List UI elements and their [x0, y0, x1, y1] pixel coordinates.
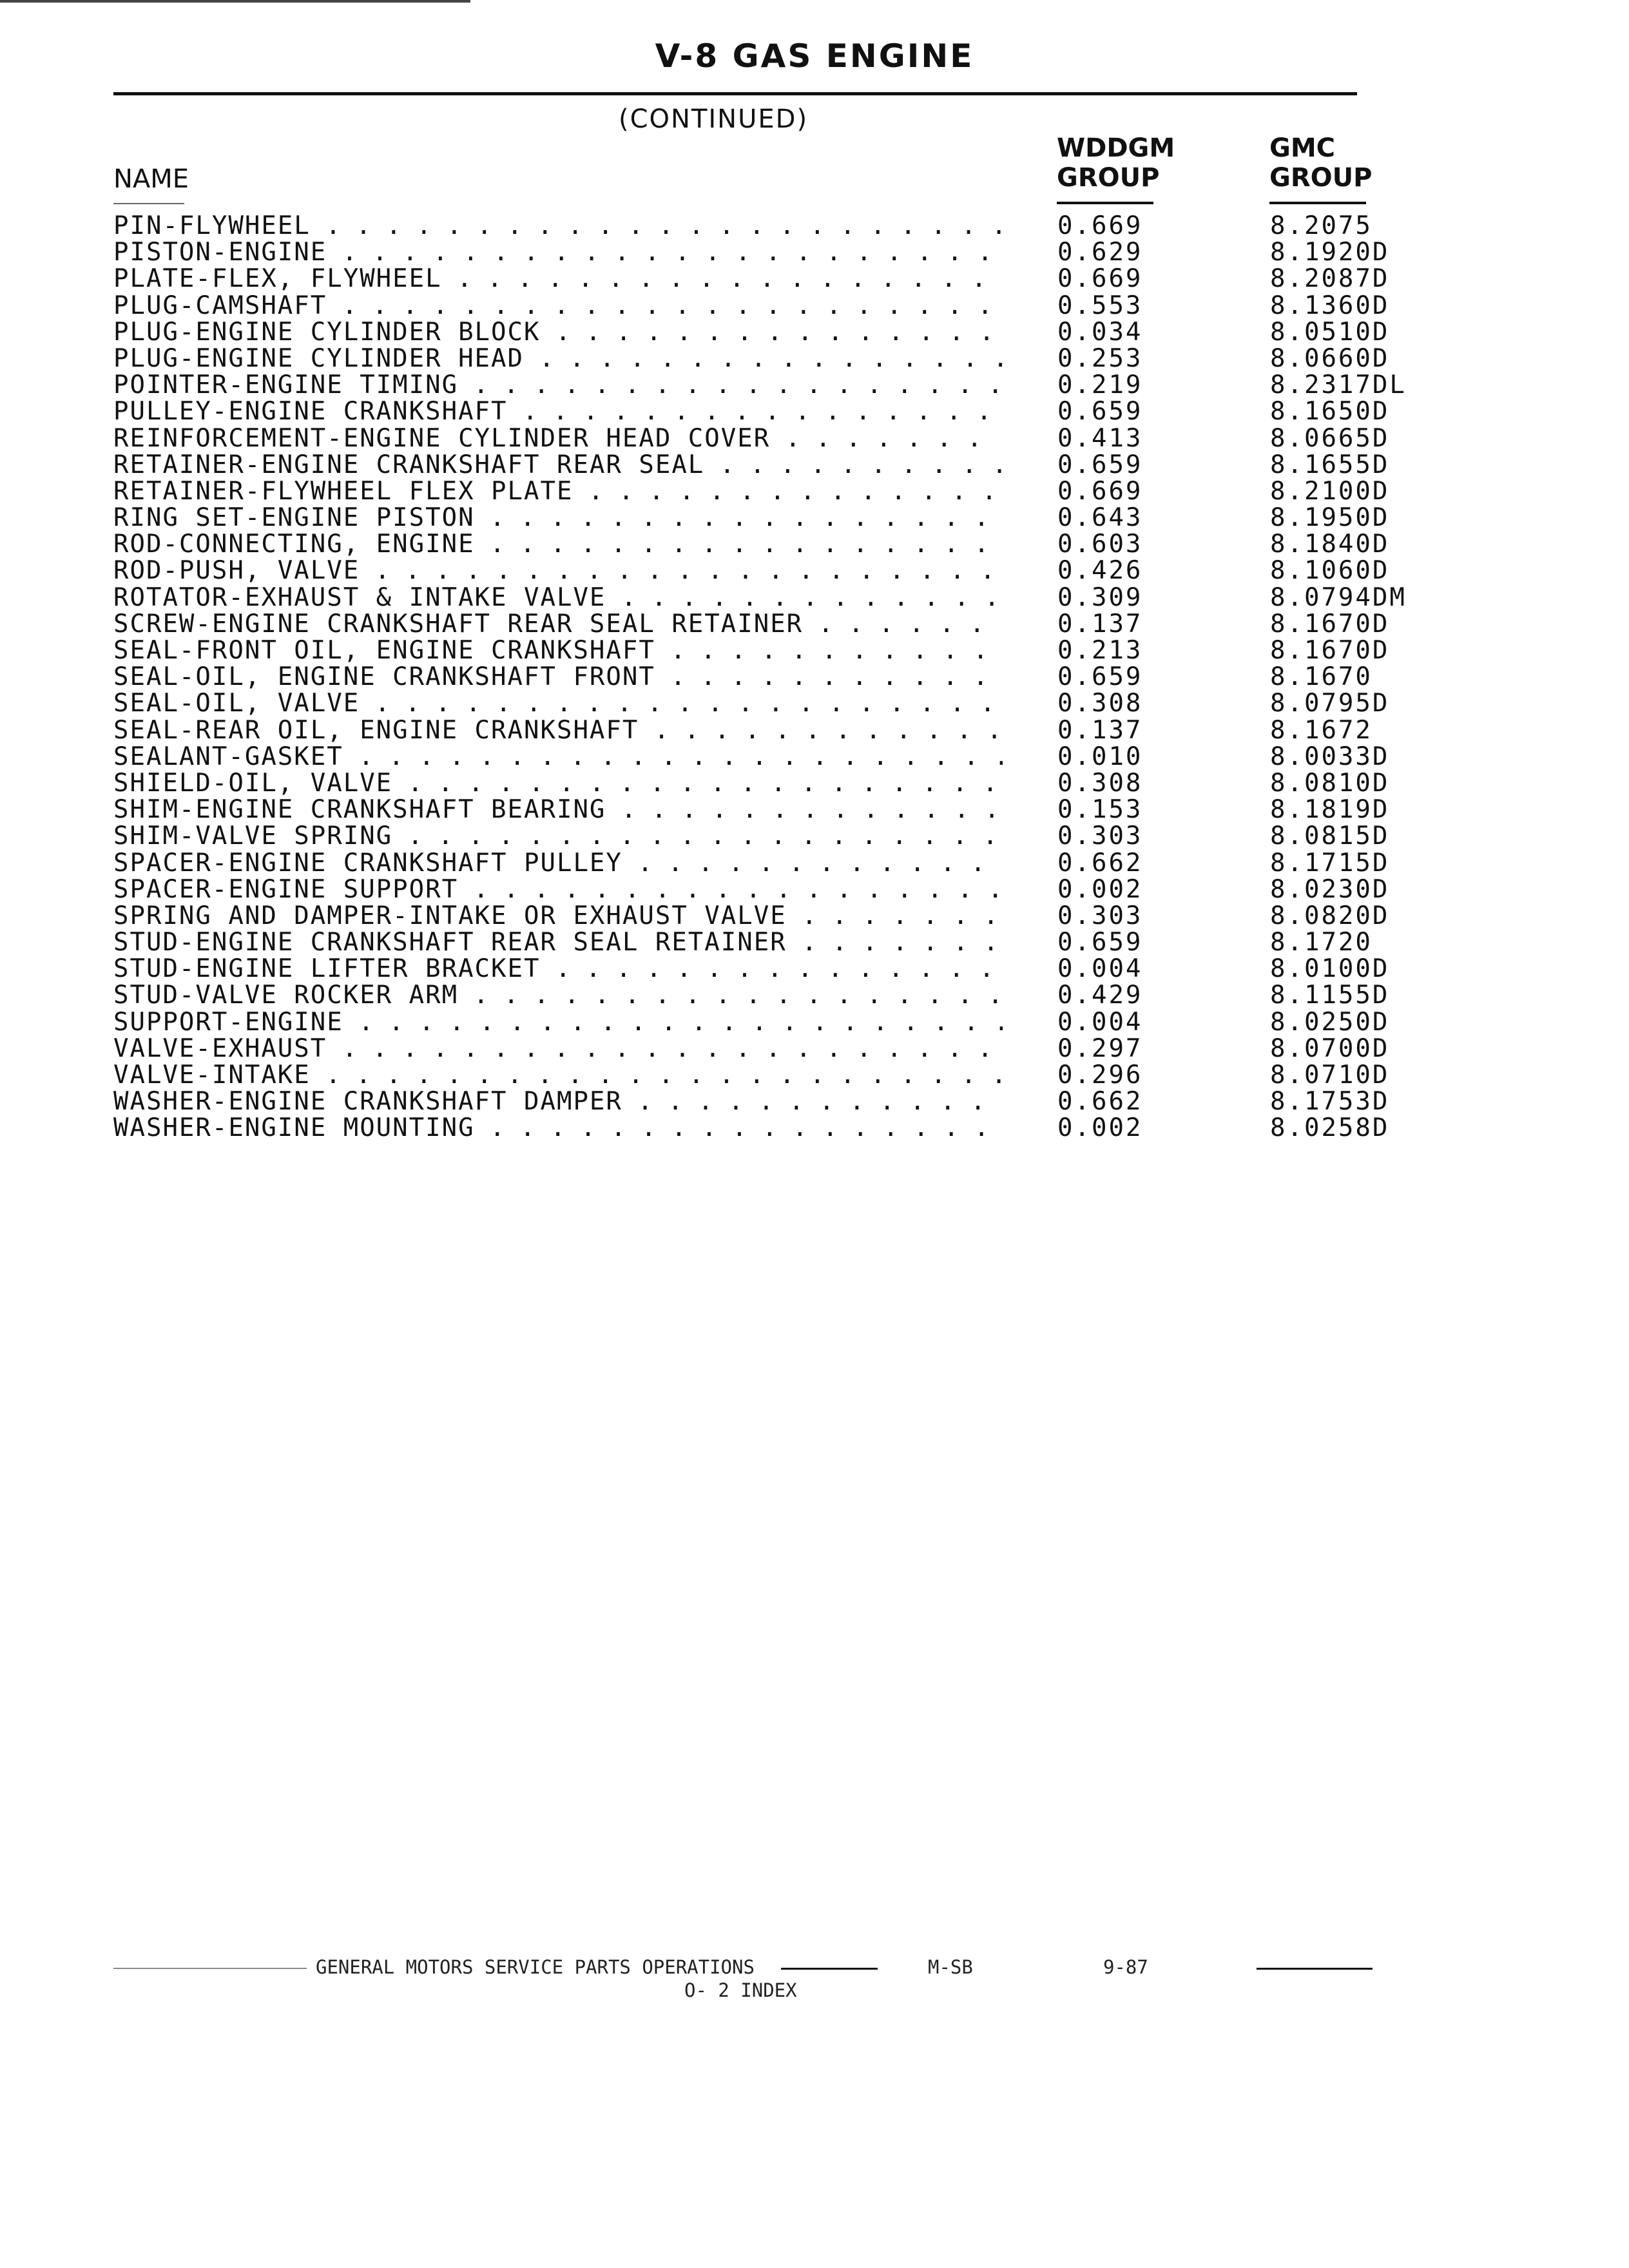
part-name: PLATE-FLEX, FLYWHEEL . . . — [113, 265, 1003, 292]
part-gmc-group: 8.1950D — [1270, 503, 1390, 533]
table-row — [113, 425, 1454, 452]
column-header-wddgm — [1057, 133, 1175, 193]
page-title: V-8 GAS ENGINE — [655, 37, 974, 75]
part-gmc-group: 8.1715D — [1270, 848, 1390, 878]
part-wddgm-group: 0.213 — [1057, 636, 1143, 665]
part-name: PLUG-ENGINE CYLINDER BLOCK . . . — [113, 319, 1003, 345]
part-gmc-group: 8.0230D — [1270, 874, 1390, 904]
part-wddgm-group: 0.010 — [1057, 742, 1143, 771]
table-row — [113, 319, 1454, 345]
part-gmc-group: 8.1920D — [1270, 238, 1390, 267]
part-name: SEAL-FRONT OIL, ENGINE CRANKSHAFT . . . — [113, 637, 1003, 664]
part-gmc-group: 8.1650D — [1270, 397, 1390, 427]
part-name: ROD-CONNECTING, ENGINE . . . — [113, 531, 1003, 557]
table-row — [113, 956, 1454, 982]
part-wddgm-group: 0.308 — [1057, 689, 1143, 718]
table-row — [113, 876, 1454, 903]
column-rule-wddgm — [1057, 202, 1153, 204]
part-wddgm-group: 0.296 — [1057, 1061, 1143, 1090]
part-wddgm-group: 0.669 — [1057, 264, 1143, 294]
table-row — [113, 744, 1454, 770]
part-wddgm-group: 0.659 — [1057, 662, 1143, 692]
part-gmc-group: 8.1720 — [1270, 928, 1373, 957]
part-gmc-group: 8.1840D — [1270, 530, 1390, 559]
part-name: VALVE-EXHAUST . . . — [113, 1035, 1003, 1062]
table-row — [113, 611, 1454, 637]
part-name: WASHER-ENGINE MOUNTING . . . — [113, 1115, 1003, 1141]
table-row — [113, 398, 1454, 425]
part-name: RING SET-ENGINE PISTON . . . — [113, 505, 1003, 531]
part-gmc-group: 8.0033D — [1270, 742, 1390, 771]
table-row — [113, 796, 1454, 823]
column-rule-gmc — [1269, 202, 1366, 204]
part-name: ROD-PUSH, VALVE . . . — [113, 557, 1003, 584]
part-name: PULLEY-ENGINE CRANKSHAFT . . . — [113, 398, 1003, 425]
part-wddgm-group: 0.603 — [1057, 530, 1143, 559]
table-row — [113, 213, 1454, 239]
part-name: STUD-ENGINE LIFTER BRACKET . . . — [113, 956, 1003, 982]
part-gmc-group: 8.1672 — [1270, 715, 1373, 745]
part-gmc-group: 8.1360D — [1270, 291, 1390, 320]
footer-rule-left — [113, 1968, 307, 1969]
table-row — [113, 982, 1454, 1008]
table-row — [113, 452, 1454, 478]
part-wddgm-group: 0.004 — [1057, 954, 1143, 984]
part-name: VALVE-INTAKE . . . — [113, 1062, 1003, 1088]
column-header-name: NAME — [113, 164, 189, 194]
table-row — [113, 584, 1454, 611]
table-row — [113, 372, 1454, 398]
part-wddgm-group: 0.662 — [1057, 1087, 1143, 1117]
continued-label: (CONTINUED) — [619, 104, 809, 134]
footer-index: O- 2 INDEX — [684, 1979, 797, 2001]
part-wddgm-group: 0.303 — [1057, 901, 1143, 930]
part-name: SHIM-VALVE SPRING . . . — [113, 823, 1003, 849]
column-rule-name — [113, 203, 184, 204]
part-wddgm-group: 0.034 — [1057, 317, 1143, 347]
part-name: SPRING AND DAMPER-INTAKE OR EXHAUST VALVE . . . — [113, 903, 1003, 929]
part-name: SEAL-OIL, ENGINE CRANKSHAFT FRONT . . . — [113, 664, 1003, 690]
part-name: SEAL-REAR OIL, ENGINE CRANKSHAFT . . . — [113, 717, 1003, 744]
column-header-gmc-line1: GMC — [1269, 133, 1335, 163]
part-name: SEAL-OIL, VALVE . . . — [113, 690, 1003, 716]
part-wddgm-group: 0.643 — [1057, 503, 1143, 533]
part-name: STUD-ENGINE CRANKSHAFT REAR SEAL RETAINER . . . — [113, 929, 1003, 956]
part-name: PISTON-ENGINE . . . — [113, 239, 1003, 265]
part-wddgm-group: 0.002 — [1057, 1113, 1143, 1143]
part-gmc-group: 8.1060D — [1270, 556, 1390, 586]
part-gmc-group: 8.0710D — [1270, 1061, 1390, 1090]
part-gmc-group: 8.0794DM — [1270, 582, 1407, 612]
part-gmc-group: 8.2087D — [1270, 264, 1390, 294]
footer-rule-middle — [781, 1968, 878, 1970]
part-gmc-group: 8.0700D — [1270, 1033, 1390, 1063]
part-name: PLUG-CAMSHAFT . . . — [113, 293, 1003, 319]
table-row — [113, 345, 1454, 372]
part-name: WASHER-ENGINE CRANKSHAFT DAMPER . . . — [113, 1088, 1003, 1115]
table-row — [113, 1009, 1454, 1035]
part-wddgm-group: 0.429 — [1057, 981, 1143, 1010]
part-name: SHIM-ENGINE CRANKSHAFT BEARING . . . — [113, 796, 1003, 823]
part-wddgm-group: 0.219 — [1057, 370, 1143, 400]
table-row — [113, 770, 1454, 796]
column-header-gmc — [1269, 133, 1372, 193]
part-name: SPACER-ENGINE SUPPORT . . . — [113, 876, 1003, 903]
part-gmc-group: 8.1670D — [1270, 609, 1390, 639]
table-row — [113, 293, 1454, 319]
part-wddgm-group: 0.253 — [1057, 343, 1143, 373]
part-gmc-group: 8.2100D — [1270, 476, 1390, 506]
table-row — [113, 239, 1454, 265]
table-row — [113, 531, 1454, 557]
footer-date: 9-87 — [1103, 1956, 1148, 1978]
part-wddgm-group: 0.629 — [1057, 238, 1143, 267]
part-wddgm-group: 0.137 — [1057, 609, 1143, 639]
table-row — [113, 850, 1454, 876]
part-name: REINFORCEMENT-ENGINE CYLINDER HEAD COVER . . . — [113, 425, 1003, 452]
table-row — [113, 1062, 1454, 1088]
part-wddgm-group: 0.659 — [1057, 928, 1143, 957]
part-gmc-group: 8.1155D — [1270, 981, 1390, 1010]
footer-code: M-SB — [928, 1956, 973, 1978]
part-gmc-group: 8.2075 — [1270, 211, 1373, 240]
part-wddgm-group: 0.426 — [1057, 556, 1143, 586]
part-wddgm-group: 0.297 — [1057, 1033, 1143, 1063]
part-gmc-group: 8.1670 — [1270, 662, 1373, 692]
table-row — [113, 1088, 1454, 1115]
part-gmc-group: 8.0660D — [1270, 343, 1390, 373]
parts-table — [113, 213, 1454, 1142]
table-row — [113, 1115, 1454, 1141]
part-name: ROTATOR-EXHAUST & INTAKE VALVE . . . — [113, 584, 1003, 611]
part-name: RETAINER-ENGINE CRANKSHAFT REAR SEAL . . . — [113, 452, 1003, 478]
part-gmc-group: 8.1753D — [1270, 1087, 1390, 1117]
table-row — [113, 1035, 1454, 1062]
part-gmc-group: 8.1670D — [1270, 636, 1390, 665]
table-row — [113, 717, 1454, 744]
part-name: STUD-VALVE ROCKER ARM . . . — [113, 982, 1003, 1008]
part-name: PIN-FLYWHEEL . . . — [113, 213, 1003, 239]
part-gmc-group: 8.0795D — [1270, 689, 1390, 718]
part-wddgm-group: 0.153 — [1057, 795, 1143, 825]
part-name: RETAINER-FLYWHEEL FLEX PLATE . . . — [113, 478, 1003, 505]
part-name: POINTER-ENGINE TIMING . . . — [113, 372, 1003, 398]
footer-publisher: GENERAL MOTORS SERVICE PARTS OPERATIONS — [316, 1956, 755, 1978]
part-wddgm-group: 0.308 — [1057, 768, 1143, 798]
part-gmc-group: 8.1819D — [1270, 795, 1390, 825]
part-name: SHIELD-OIL, VALVE . . . — [113, 770, 1003, 796]
part-wddgm-group: 0.137 — [1057, 715, 1143, 745]
table-row — [113, 265, 1454, 292]
part-gmc-group: 8.0258D — [1270, 1113, 1390, 1143]
table-row — [113, 929, 1454, 956]
part-gmc-group: 8.0820D — [1270, 901, 1390, 930]
column-header-gmc-line2: GROUP — [1269, 163, 1373, 193]
table-row — [113, 664, 1454, 690]
table-row — [113, 690, 1454, 716]
part-wddgm-group: 0.662 — [1057, 848, 1143, 878]
part-gmc-group: 8.0815D — [1270, 822, 1390, 851]
part-name: SPACER-ENGINE CRANKSHAFT PULLEY . . . — [113, 850, 1003, 876]
part-gmc-group: 8.0665D — [1270, 423, 1390, 453]
part-wddgm-group: 0.659 — [1057, 450, 1143, 479]
part-wddgm-group: 0.002 — [1057, 874, 1143, 904]
part-gmc-group: 8.1655D — [1270, 450, 1390, 479]
table-row — [113, 478, 1454, 505]
table-row — [113, 505, 1454, 531]
part-wddgm-group: 0.303 — [1057, 822, 1143, 851]
part-name: SCREW-ENGINE CRANKSHAFT REAR SEAL RETAINER . . . — [113, 611, 1003, 637]
part-wddgm-group: 0.413 — [1057, 423, 1143, 453]
part-wddgm-group: 0.004 — [1057, 1007, 1143, 1037]
top-scan-line — [0, 0, 470, 3]
table-row — [113, 557, 1454, 584]
part-wddgm-group: 0.553 — [1057, 291, 1143, 320]
part-gmc-group: 8.0100D — [1270, 954, 1390, 984]
part-gmc-group: 8.2317DL — [1270, 370, 1407, 400]
title-rule — [113, 92, 1357, 95]
part-name: SUPPORT-ENGINE . . . — [113, 1009, 1003, 1035]
part-wddgm-group: 0.669 — [1057, 211, 1143, 240]
part-wddgm-group: 0.659 — [1057, 397, 1143, 427]
part-name: PLUG-ENGINE CYLINDER HEAD . . . — [113, 345, 1003, 372]
footer-rule-right — [1257, 1968, 1373, 1970]
part-gmc-group: 8.0510D — [1270, 317, 1390, 347]
column-header-wddgm-line2: GROUP — [1057, 163, 1160, 193]
part-gmc-group: 8.0250D — [1270, 1007, 1390, 1037]
part-wddgm-group: 0.309 — [1057, 582, 1143, 612]
column-header-wddgm-line1: WDDGM — [1057, 133, 1175, 163]
part-wddgm-group: 0.669 — [1057, 476, 1143, 506]
table-row — [113, 903, 1454, 929]
part-name: SEALANT-GASKET . . . — [113, 744, 1003, 770]
table-row — [113, 823, 1454, 849]
table-row — [113, 637, 1454, 664]
part-gmc-group: 8.0810D — [1270, 768, 1390, 798]
